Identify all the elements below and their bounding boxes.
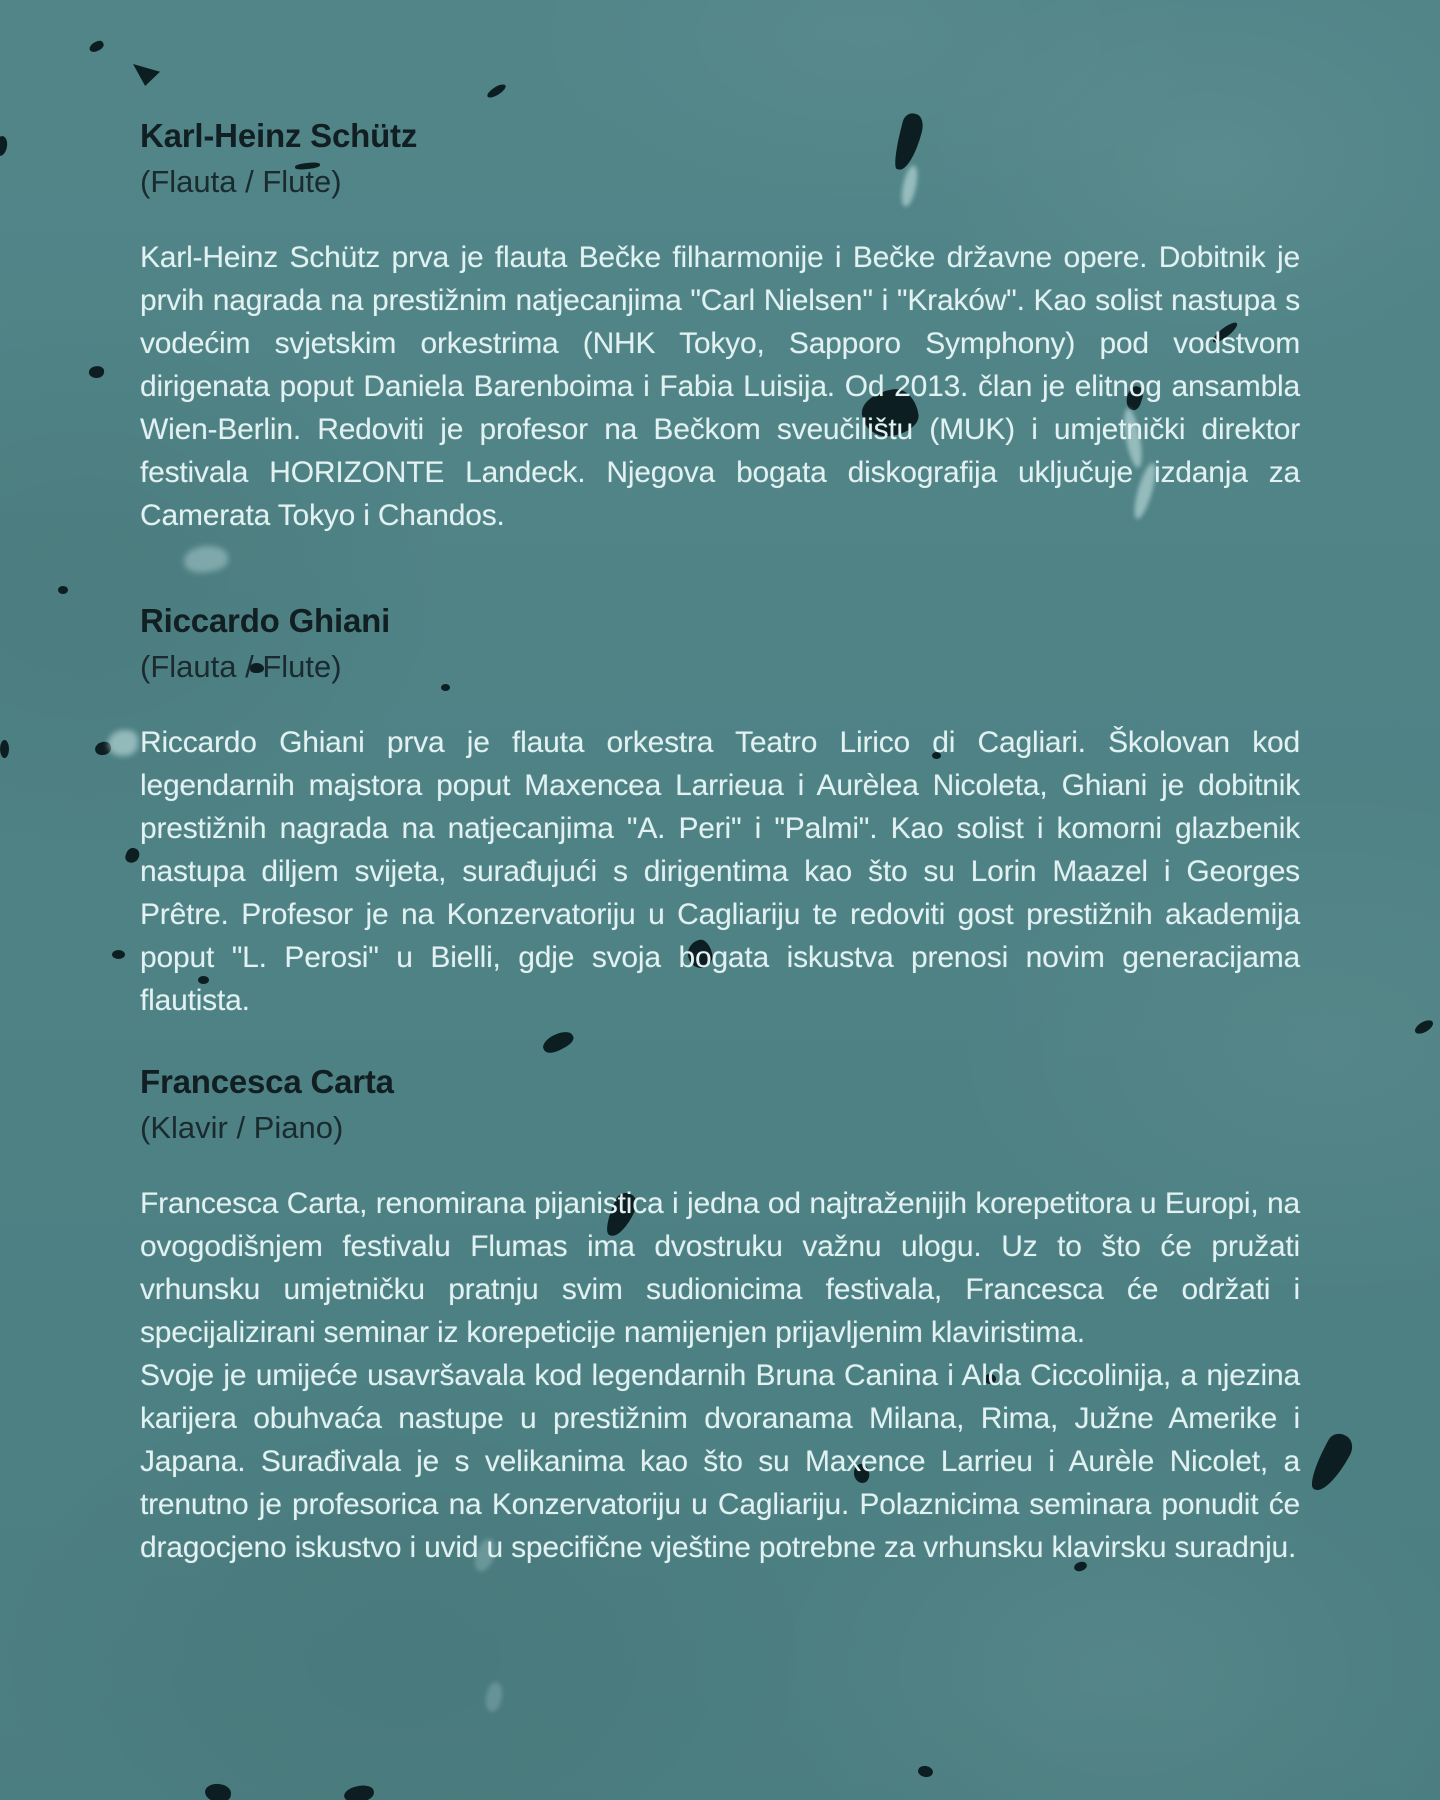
- ink-speck: [112, 950, 125, 959]
- ink-speck: [88, 365, 105, 379]
- musician-bio-paragraph: Riccardo Ghiani prva je flauta orkestra Teatro Lirico di Cagliari. Školovan kod legendarnih majstora poput Maxencea Larrieua i Aurèlea Nicoleta, Ghiani je dobitnik prestižnih nagrada na natjecanjima "A. Peri" i "Palmi". Kao solist i komorni glazbenik nastupa diljem svijeta, surađujući s dirigentima kao što su Lorin Maazel i Georges Prêtre. Profesor je na Konzervatoriju u Cagliariju te redoviti gost prestižnih akademija poput "L. Perosi" u Bielli, gdje svoja bogata iskustva prenosi novim generacijama flautista.: [140, 726, 1300, 1017]
- musician-bios: [140, 116, 1300, 1569]
- ink-speck: [917, 1765, 934, 1778]
- ink-speck: [88, 39, 105, 53]
- musician-bio-paragraph: Karl-Heinz Schütz prva je flauta Bečke filharmonije i Bečke državne opere. Dobitnik je prvih nagrada na prestižnim natjecanjima "Carl Nielsen" i "Kraków". Kao solist nastupa s vodećim svjetskim orkestrima (NHK Tokyo, Sapporo Symphony) pod vodstvom dirigenata poput Daniela Barenboima i Fabia Luisija. Od 2013. član je elitnog ansambla Wien-Berlin. Redoviti je profesor na Bečkom sveučilištu (MUK) i umjetnički direktor festivala HORIZONTE Landeck. Njegova bogata diskografija uključuje izdanja za Camerata Tokyo i Chandos.: [140, 241, 1300, 532]
- ink-speck: [485, 82, 507, 100]
- ink-speck: [343, 1784, 375, 1800]
- ink-speck: [1413, 1018, 1435, 1037]
- musician-bio-paragraph: Svoje je umijeće usavršavala kod legendarnih Bruna Canina i Alda Ciccolinija, a njezina karijera obuhvaća nastupe u prestižnim dvoranama Milana, Rima, Južne Amerike i Japana. Surađivala je s velikanima kao što su Maxence Larrieu i Aurèle Nicolet, a trenutno je profesorica na Konzervatoriju u Cagliariju. Polaznicima seminara ponudit će dragocjeno iskustvo i uvid u specifične vještine potrebne za vrhunsku klavirsku suradnju.: [140, 1359, 1300, 1564]
- ink-speck: [133, 64, 160, 86]
- section-francesca-carta: [140, 1062, 1300, 1569]
- musician-name: Riccardo Ghiani: [140, 602, 391, 639]
- musician-role: (Flauta / Flute): [140, 164, 342, 199]
- musician-role: (Flauta / Flute): [140, 649, 342, 684]
- section-karl-heinz-schutz: [140, 116, 1300, 537]
- musician-name: Francesca Carta: [140, 1063, 394, 1100]
- section-riccardo-ghiani: [140, 601, 1300, 1022]
- musician-role: (Klavir / Piano): [140, 1110, 344, 1145]
- ink-speck: [0, 135, 9, 157]
- paper-smudge: [108, 730, 138, 756]
- ink-speck: [124, 846, 141, 865]
- ink-speck: [204, 1783, 231, 1800]
- ink-speck: [0, 740, 9, 758]
- musician-name: Karl-Heinz Schütz: [140, 117, 418, 154]
- musician-bio-paragraph: Francesca Carta, renomirana pijanistica i jedna od najtraženijih korepetitora u Europi, na ovogodišnjem festivalu Flumas ima dvostruku važnu ulogu. Uz to što će pružati vrhunsku umjetničku pratnju svim sudionicima festivala, Francesca će održati i specijalizirani seminar iz korepeticije namijenjen prijavljenim klaviristima.: [140, 1187, 1300, 1349]
- ink-speck: [1305, 1430, 1357, 1497]
- ink-speck: [58, 586, 68, 594]
- paper-smudge: [484, 1681, 505, 1713]
